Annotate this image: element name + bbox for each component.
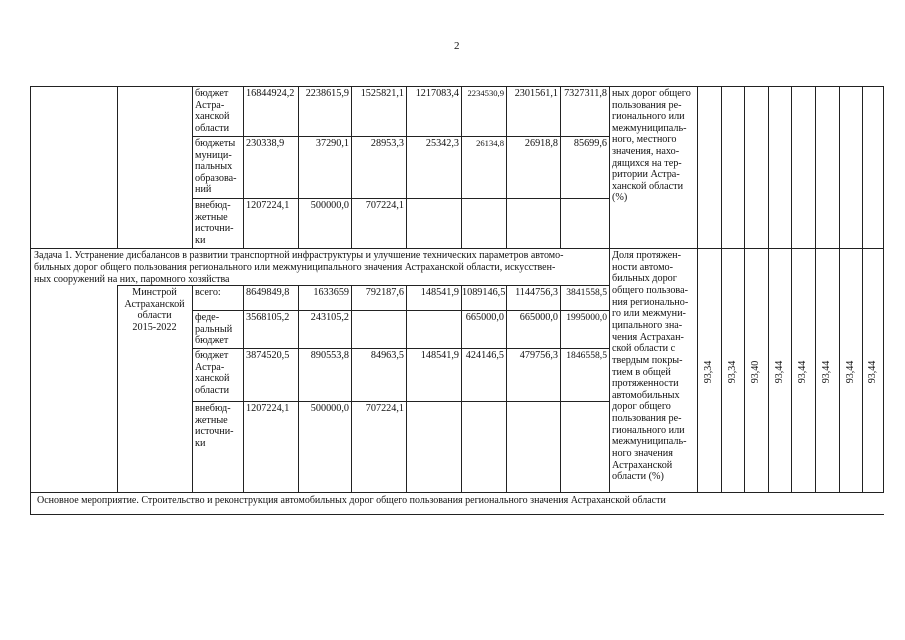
table-cell-value: 28953,3 xyxy=(370,138,404,149)
indicator-text: ния регионально- xyxy=(612,296,689,308)
source-label: образова- xyxy=(195,172,237,184)
grid-line-v xyxy=(839,86,840,492)
source-label: муници- xyxy=(195,149,232,161)
indicator-text: пользования ре- xyxy=(612,413,682,425)
indicator-text: ханской области xyxy=(612,180,684,192)
task-text: ных сооружений на них, паромного хозяйства xyxy=(34,273,230,285)
indicator-text: гионального или xyxy=(612,111,685,123)
page-number: 2 xyxy=(454,40,460,52)
indicator-text: дорог общего xyxy=(612,401,671,413)
indicator-text: ности автомо- xyxy=(612,261,674,273)
source-label: бюджет xyxy=(195,88,229,99)
table-cell-value: 792187,6 xyxy=(365,287,404,298)
source-label: области xyxy=(195,384,230,396)
grid-line-h xyxy=(30,492,884,493)
table-cell-value: 148541,9 xyxy=(420,350,459,361)
grid-line-v xyxy=(192,285,193,492)
grid-line-h xyxy=(192,136,609,137)
indicator-text: го или межмуни- xyxy=(612,308,686,320)
indicator-text: автомобильных xyxy=(612,389,680,401)
source-label: жетные xyxy=(195,414,228,426)
source-label: внебюд- xyxy=(195,403,231,414)
grid-line-v xyxy=(117,86,118,248)
table-left-border xyxy=(30,86,31,515)
indicator-text: межмуниципаль- xyxy=(612,436,687,448)
source-label: ний xyxy=(195,184,212,196)
table-cell-value: 1217083,4 xyxy=(415,88,459,99)
grid-line-h xyxy=(192,198,609,199)
table-cell-value: 424146,5 xyxy=(465,350,504,361)
grid-line-v xyxy=(406,285,407,492)
target-value: 93,44 xyxy=(797,360,808,384)
table-cell-value: 707224,1 xyxy=(365,403,404,414)
grid-line-v xyxy=(406,86,407,248)
table-cell-value: 85699,6 xyxy=(573,138,607,149)
table-cell-value: 1207224,1 xyxy=(246,200,290,211)
source-label: пальных xyxy=(195,161,233,173)
indicator-text: пользования ре- xyxy=(612,99,682,111)
indicator-text: ного значения xyxy=(612,448,673,460)
source-label: области xyxy=(195,122,230,134)
indicator-text: ных дорог общего xyxy=(612,88,691,99)
executor-text: 2015-2022 xyxy=(132,321,177,333)
indicator-text: межмуниципаль- xyxy=(612,122,687,134)
table-cell-value: 3568105,2 xyxy=(246,312,290,323)
table-cell-value: 1995000,0 xyxy=(566,312,607,323)
table-cell-value: 665000,0 xyxy=(465,312,504,323)
source-label: ральный xyxy=(195,323,233,335)
indicator-text: дящихся на тер- xyxy=(612,157,682,169)
table-cell-value: 1525821,1 xyxy=(360,88,404,99)
indicator-text: твердым покры- xyxy=(612,354,683,366)
table-cell-value: 243105,2 xyxy=(310,312,349,323)
source-label: ки xyxy=(195,234,206,246)
grid-line-v xyxy=(461,86,462,248)
source-label: ханской xyxy=(195,111,230,123)
table-cell-value: 707224,1 xyxy=(365,200,404,211)
indicator-text: Доля протяжен- xyxy=(612,250,682,261)
grid-line-h xyxy=(192,401,609,402)
grid-line-h xyxy=(192,310,609,311)
indicator-text: бильных дорог xyxy=(612,273,677,285)
table-cell-value: 2234530,9 xyxy=(467,88,504,98)
task-text: Задача 1. Устранение дисбалансов в развитии транспортной инфраструктуры и улучшение технических параметров автомо- xyxy=(34,250,564,261)
grid-line-v xyxy=(298,86,299,248)
table-cell-value: 26134,8 xyxy=(476,138,504,148)
source-label: внебюд- xyxy=(195,200,231,211)
table-cell-value: 84963,5 xyxy=(370,350,404,361)
table-cell-value: 1089146,5 xyxy=(462,287,506,298)
indicator-text: области (%) xyxy=(612,471,664,483)
indicator-text: гионального или xyxy=(612,424,685,436)
target-value: 93,44 xyxy=(773,360,785,384)
indicator-text: ской области с xyxy=(612,343,676,355)
indicator-text: ного, местного xyxy=(612,134,677,146)
grid-line-v xyxy=(560,86,561,248)
indicator-text: ритории Астра- xyxy=(612,169,680,181)
indicator-text: протяженности xyxy=(612,378,679,390)
target-value: 93,34 xyxy=(703,360,714,384)
table-cell-value: 230338,9 xyxy=(246,138,285,149)
grid-line-h xyxy=(192,348,609,349)
target-value: 93,34 xyxy=(726,360,738,384)
grid-line-h xyxy=(30,248,884,249)
task-text: бильных дорог общего пользования регионального или межмуниципального значения Астраханской области, искусствен- xyxy=(34,261,556,273)
source-label: Астра- xyxy=(195,99,225,111)
table-cell-value: 37290,1 xyxy=(315,138,349,149)
grid-line-v xyxy=(697,86,698,492)
grid-line-v xyxy=(351,86,352,248)
source-label: ки xyxy=(195,437,206,449)
table-cell-value: 16844924,2 xyxy=(246,88,295,99)
grid-line-v xyxy=(192,86,193,248)
executor-text: области xyxy=(137,310,172,322)
table-cell-value: 1207224,1 xyxy=(246,403,290,414)
grid-line-v xyxy=(609,86,610,248)
main-activity-text: Основное мероприятие. Строительство и реконструкция автомобильных дорог общего пользования регионального значения Астраханской области xyxy=(37,495,666,506)
table-cell-value: 1144756,3 xyxy=(515,287,558,298)
table-cell-value: 25342,3 xyxy=(425,138,459,149)
table-cell-value: 148541,9 xyxy=(420,287,459,298)
grid-line-h xyxy=(30,86,884,87)
table-cell-value: 3874520,5 xyxy=(246,350,290,361)
grid-line-v xyxy=(815,86,816,492)
source-label: бюджет xyxy=(195,335,229,347)
grid-line-v xyxy=(744,86,745,492)
table-cell-value: 479756,3 xyxy=(519,350,558,361)
target-value: 93,40 xyxy=(750,360,761,384)
table-cell-value: 2238615,9 xyxy=(305,88,349,99)
source-label: Астра- xyxy=(195,361,225,373)
indicator-text: значения, нахо- xyxy=(612,146,680,157)
table-cell-value: 2301561,1 xyxy=(514,88,558,99)
indicator-text: Астраханской xyxy=(612,459,673,471)
source-label: ханской xyxy=(195,373,230,385)
grid-line-v xyxy=(243,86,244,248)
table-cell-value: 500000,0 xyxy=(310,200,349,211)
grid-line-v xyxy=(506,86,507,248)
target-value: 93,44 xyxy=(866,360,878,384)
table-cell-value: 7327311,8 xyxy=(564,88,607,99)
indicator-text: чения Астрахан- xyxy=(612,331,684,343)
source-label: бюджет xyxy=(195,350,229,361)
executor-text: Минстрой xyxy=(132,287,177,298)
source-label: источни- xyxy=(195,223,234,235)
source-label: источни- xyxy=(195,426,234,438)
grid-line-v xyxy=(609,248,610,492)
table-cell-value: 26918,8 xyxy=(524,138,558,149)
source-label: жетные xyxy=(195,211,228,223)
grid-line-v xyxy=(862,86,863,492)
table-cell-value: 1846558,5 xyxy=(566,350,607,361)
target-value: 93,44 xyxy=(844,360,856,384)
table-cell-value: 3841558,5 xyxy=(566,287,607,298)
source-label: феде- xyxy=(195,312,220,323)
table-cell-value: 665000,0 xyxy=(519,312,558,323)
source-label: бюджеты xyxy=(195,138,236,149)
grid-line-h xyxy=(30,514,884,515)
indicator-text: общего пользова- xyxy=(612,284,688,296)
table-cell-value: 890553,8 xyxy=(310,350,349,361)
indicator-text: (%) xyxy=(612,192,628,204)
grid-line-v xyxy=(791,86,792,492)
indicator-text: ципального зна- xyxy=(612,319,683,331)
table-cell-value: 8649849,8 xyxy=(246,287,290,298)
table-cell-value: 1633659 xyxy=(313,287,349,298)
grid-line-v xyxy=(768,86,769,492)
executor-text: Астраханской xyxy=(124,298,185,310)
grid-line-v xyxy=(351,285,352,492)
table-right-border xyxy=(883,86,884,493)
grid-line-v xyxy=(721,86,722,492)
table-cell-value: 500000,0 xyxy=(310,403,349,414)
source-label: всего: xyxy=(195,287,221,298)
target-value: 93,44 xyxy=(821,360,832,384)
indicator-text: тием в общей xyxy=(612,366,671,378)
